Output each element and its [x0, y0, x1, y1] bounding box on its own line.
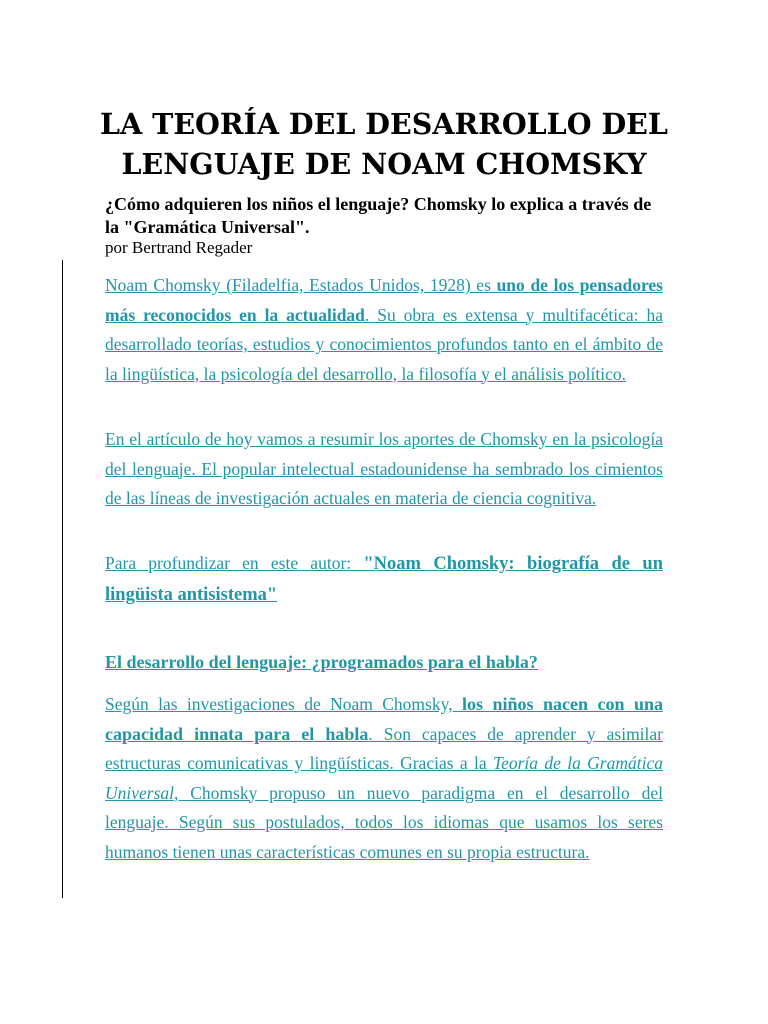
universal-grammar-term[interactable]: Teoría de la Gramática Universal	[105, 753, 663, 803]
development-text-b[interactable]: . Son capaces de aprender y asimilar estructuras comunicativas y lingüísticas. Gracias a la	[105, 723, 663, 773]
biography-article-link[interactable]: "Noam Chomsky: biografía de un lingüista antisistema"	[105, 554, 663, 605]
section-heading[interactable]: El desarrollo del lenguaje: ¿programados para el habla?	[105, 652, 538, 672]
author-byline: por Bertrand Regader	[105, 238, 253, 257]
document-subtitle: ¿Cómo adquieren los niños el lenguaje? Chomsky lo explica a través de la "Gramática Universal".	[105, 194, 652, 237]
development-text-c[interactable]: , Chomsky propuso un nuevo paradigma en el desarrollo del lenguaje. Según sus postulados, todos los idiomas que usamos los seres humanos tienen unas características comunes en su propia estructura.	[105, 782, 663, 862]
margin-rule	[62, 260, 63, 898]
bold-highlight[interactable]: uno de los pensadores más reconocidos en la actualidad	[105, 275, 663, 325]
intro-paragraph	[105, 271, 663, 389]
chomsky-link[interactable]: Noam Chomsky	[105, 275, 221, 295]
innate-capacity-highlight[interactable]: los niños nacen con una capacidad innata para el habla	[105, 694, 663, 744]
summary-paragraph	[105, 425, 663, 514]
development-paragraph	[105, 690, 663, 867]
document-title: LA TEORÍA DEL DESARROLLO DEL LENGUAJE DE NOAM CHOMSKY	[100, 107, 668, 181]
birth-info-text[interactable]: (Filadelfia, Estados Unidos, 1928) es	[220, 275, 497, 295]
intro-rest-text[interactable]: . Su obra es extensa y multifacética: ha desarrollado teorías, estudios y conocimientos profundos tanto en el ámbito de la lingüística, la psicología del desarrollo, la filosofía y el análisis político.	[105, 304, 663, 384]
further-reading-intro[interactable]: Para profundizar en este autor:	[105, 553, 364, 573]
further-reading-paragraph	[105, 549, 663, 610]
summary-text[interactable]: En el artículo de hoy vamos a resumir los aportes de Chomsky en la psicología del lenguaje. El popular intelectual estadounidense ha sembrado los cimientos de las líneas de investigación actuales en materia de ciencia cognitiva.	[105, 429, 663, 508]
development-text-a[interactable]: Según las investigaciones de Noam Chomsky,	[105, 694, 462, 714]
